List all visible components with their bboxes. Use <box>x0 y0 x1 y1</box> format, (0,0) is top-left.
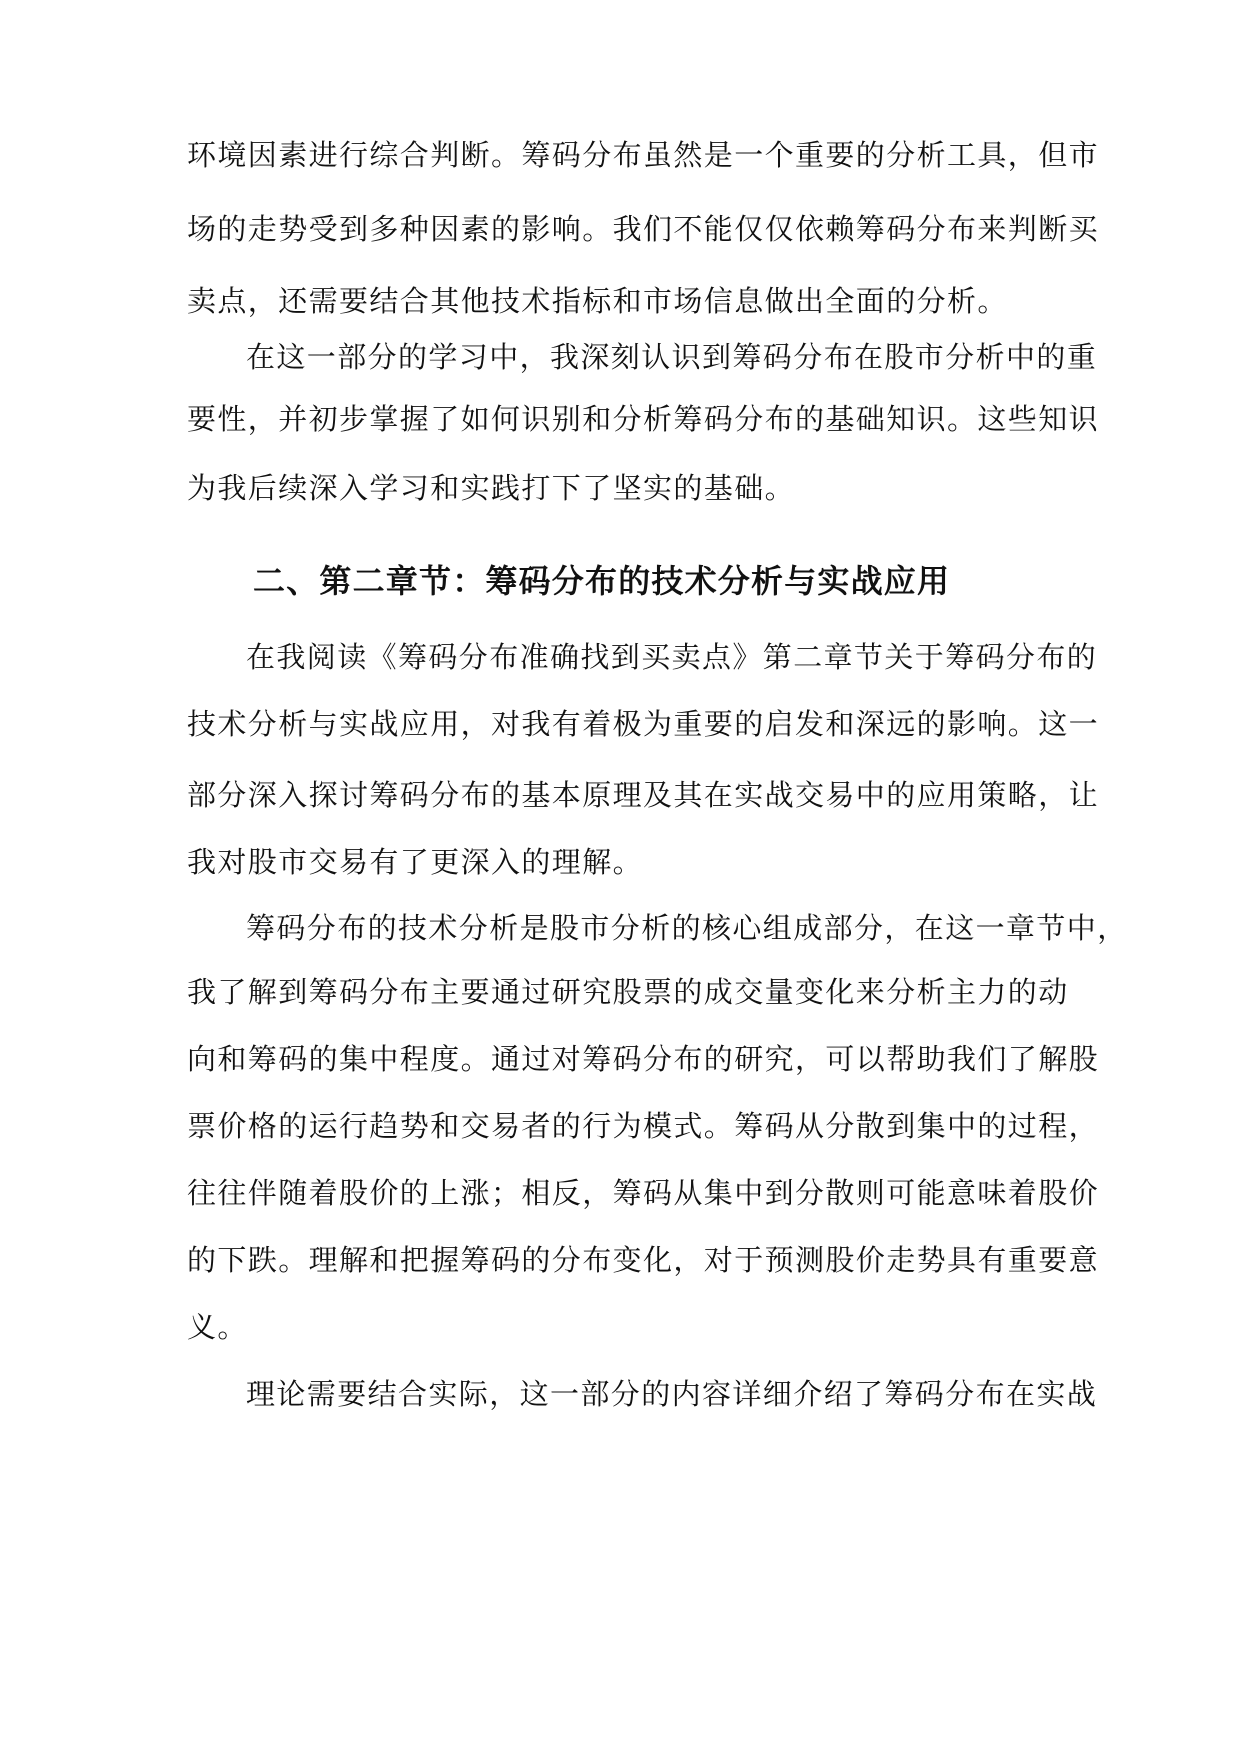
paragraph-line: 技术分析与实战应用，对我有着极为重要的启发和深远的影响。这一 <box>187 707 1100 741</box>
paragraph-line: 我了解到筹码分布主要通过研究股票的成交量变化来分析主力的动 <box>187 975 1069 1009</box>
paragraph-line: 票价格的运行趋势和交易者的行为模式。筹码从分散到集中的过程， <box>187 1109 1100 1143</box>
paragraph-line: 卖点，还需要结合其他技术指标和市场信息做出全面的分析。 <box>187 284 1008 318</box>
paragraph-line: 义。 <box>187 1310 248 1344</box>
paragraph-line: 筹码分布的技术分析是股市分析的核心组成部分，在这一章节中， <box>246 911 1128 945</box>
paragraph-line: 为我后续深入学习和实践打下了坚实的基础。 <box>187 471 796 505</box>
paragraph-line: 场的走势受到多种因素的影响。我们不能仅仅依赖筹码分布来判断买 <box>187 212 1100 246</box>
paragraph-line: 向和筹码的集中程度。通过对筹码分布的研究，可以帮助我们了解股 <box>187 1042 1100 1076</box>
paragraph-line: 部分深入探讨筹码分布的基本原理及其在实战交易中的应用策略，让 <box>187 778 1100 812</box>
paragraph-line: 在这一部分的学习中，我深刻认识到筹码分布在股市分析中的重 <box>246 340 1098 374</box>
section-heading: 二、第二章节：筹码分布的技术分析与实战应用 <box>253 562 951 600</box>
paragraph-line: 往往伴随着股价的上涨；相反，筹码从集中到分散则可能意味着股价 <box>187 1176 1100 1210</box>
paragraph-line: 在我阅读《筹码分布准确找到买卖点》第二章节关于筹码分布的 <box>246 640 1098 674</box>
paragraph-line: 我对股市交易有了更深入的理解。 <box>187 845 644 879</box>
paragraph-line: 的下跌。理解和把握筹码的分布变化，对于预测股价走势具有重要意 <box>187 1243 1100 1277</box>
paragraph-line: 理论需要结合实际，这一部分的内容详细介绍了筹码分布在实战 <box>246 1377 1098 1411</box>
paragraph-line: 环境因素进行综合判断。筹码分布虽然是一个重要的分析工具，但市 <box>187 138 1100 172</box>
paragraph-line: 要性，并初步掌握了如何识别和分析筹码分布的基础知识。这些知识 <box>187 402 1100 436</box>
